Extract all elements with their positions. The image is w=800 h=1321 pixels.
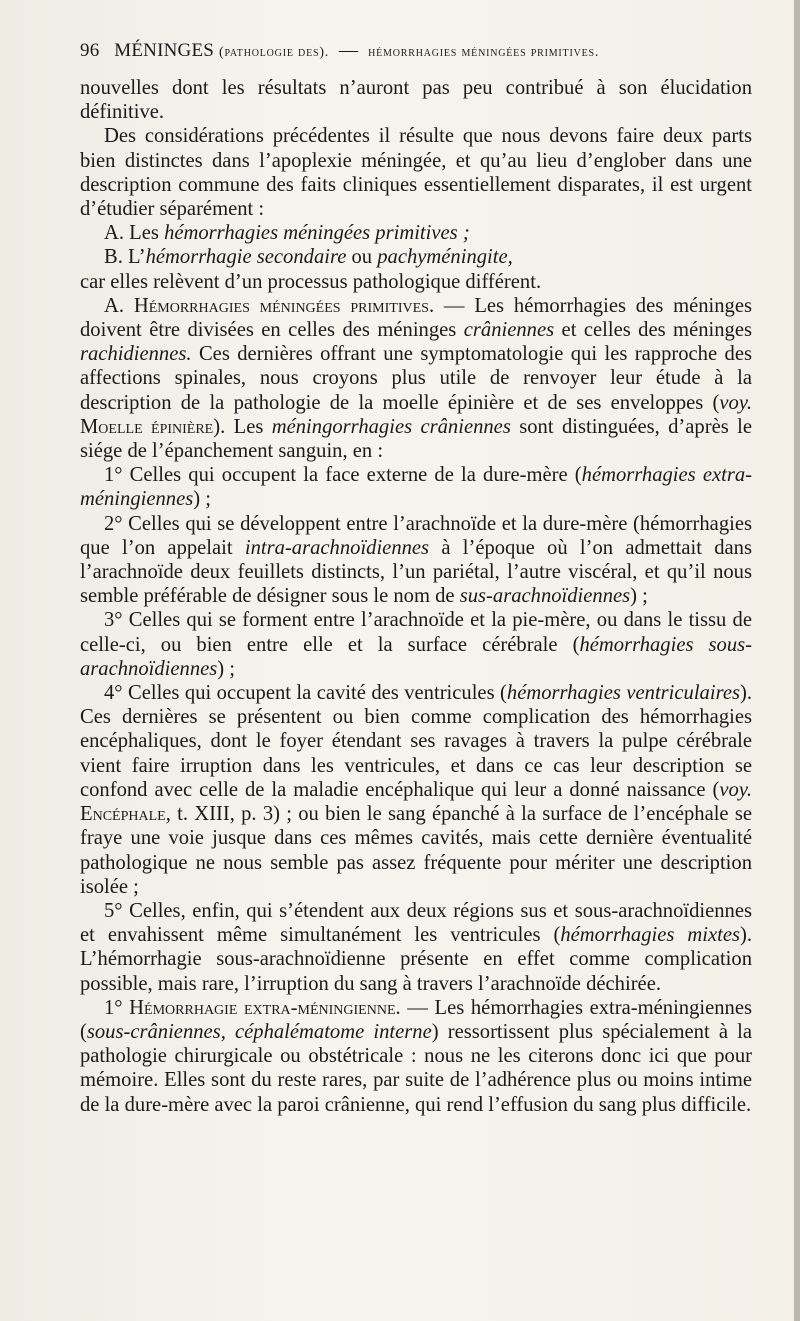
page-number: 96 <box>80 40 100 61</box>
section-title: hémorrhagies méningées primitives. <box>368 45 600 60</box>
paragraph-6: 1° Celles qui occupent la face externe de la dure-mère (hémorrhagies extra-méningiennes) ; <box>80 464 752 511</box>
paragraph-9: 4° Celles qui occupent la cavité des ventricules (hémorrhagies ventriculaires). Ces dernières se présentent ou bien comme complication des hémorrhagies encéphaliques, dont le foyer étendant ses ravages à travers la pulpe cérébrale vient faire irruption dans les ventricules, et dans ce cas leur description se confond avec celle de la maladie encéphalique qui leur a donné naissance (voy. Encéphale, t. XIII, p. 3) ; ou bien le sang épanché à la surface de l’encéphale se fraye une voie jusque dans ces mêmes cavités, mais cette dernière éventualité pathologique ne nous semble pas assez fréquente pour mériter une description isolée ; <box>80 682 752 898</box>
paragraph-1: nouvelles dont les résultats n’auront pas peu contribué à son élucidation définitive. <box>80 77 752 124</box>
header-dash: — <box>339 40 359 61</box>
running-header <box>80 40 770 62</box>
paragraph-4-continued: car elles relèvent d’un processus pathologique différent. <box>80 270 542 293</box>
paragraph-8: 3° Celles qui se forment entre l’arachnoïde et la pie-mère, ou dans le tissu de celle-ci, ou bien entre elle et la surface cérébrale (hémorrhagies sous-arachnoïdiennes) ; <box>80 609 752 680</box>
paragraph-5: A. Hémorrhagies méningées primitives. — Les hémorrhagies des méninges doivent être divisées en celles des méninges crâniennes et celles des méninges rachidiennes. Ces dernières offrant une symptomatologie qui les rapproche des affections spinales, nous croyons plus utile de renvoyer leur étude à la description de la pathologie de la moelle épinière et de ses enveloppes (voy. Moelle épinière). Les méningorrhagies crâniennes sont distinguées, d’après le siége de l’épanchement sanguin, en : <box>80 294 752 463</box>
running-subtitle: (pathologie des). <box>218 45 330 60</box>
paragraph-10: 5° Celles, enfin, qui s’étendent aux deux régions sus et sous-arachnoïdiennes et envahissent même simultanément les ventricules (hémorrhagies mixtes). L’hémorrhagie sous-arachnoïdienne présente en effet comme complication possible, mais rare, l’irruption du sang à travers l’arachnoïde déchirée. <box>80 899 752 995</box>
paragraph-4: B. L’hémorrhagie secondaire ou pachyméningite, <box>104 246 513 269</box>
paragraph-2: Des considérations précédentes il résulte que nous devons faire deux parts bien distinctes dans l’apoplexie méningée, et qu’au lieu d’englober dans une description commune des faits cliniques essentiellement disparates, il est urgent d’étudier séparément : <box>80 125 752 221</box>
page-edge-shadow <box>794 0 800 1321</box>
page-body <box>80 76 752 1117</box>
running-title: MÉNINGES <box>114 40 215 61</box>
paragraph-3: A. Les hémorrhagies méningées primitives ; <box>104 222 470 245</box>
paragraph-7: 2° Celles qui se développent entre l’arachnoïde et la dure-mère (hémorrhagies que l’on appelait intra-arachnoïdiennes à l’époque où l’on admettait dans l’arachnoïde deux feuillets distincts, l’un pariétal, l’autre viscéral, et qu’il nous semble préférable de désigner sous le nom de sus-arachnoïdiennes) ; <box>80 512 752 608</box>
paragraph-11: 1° Hémorrhagie extra-méningienne. — Les hémorrhagies extra-méningiennes (sous-crâniennes, céphalématome interne) ressortissent plus spécialement à la pathologie chirurgicale ou obstétricale : nous ne les citerons donc ici que pour mémoire. Elles sont du reste rares, par suite de l’adhérence plus ou moins intime de la dure-mère avec la paroi crânienne, qui rend l’effusion du sang plus difficile. <box>80 996 752 1116</box>
